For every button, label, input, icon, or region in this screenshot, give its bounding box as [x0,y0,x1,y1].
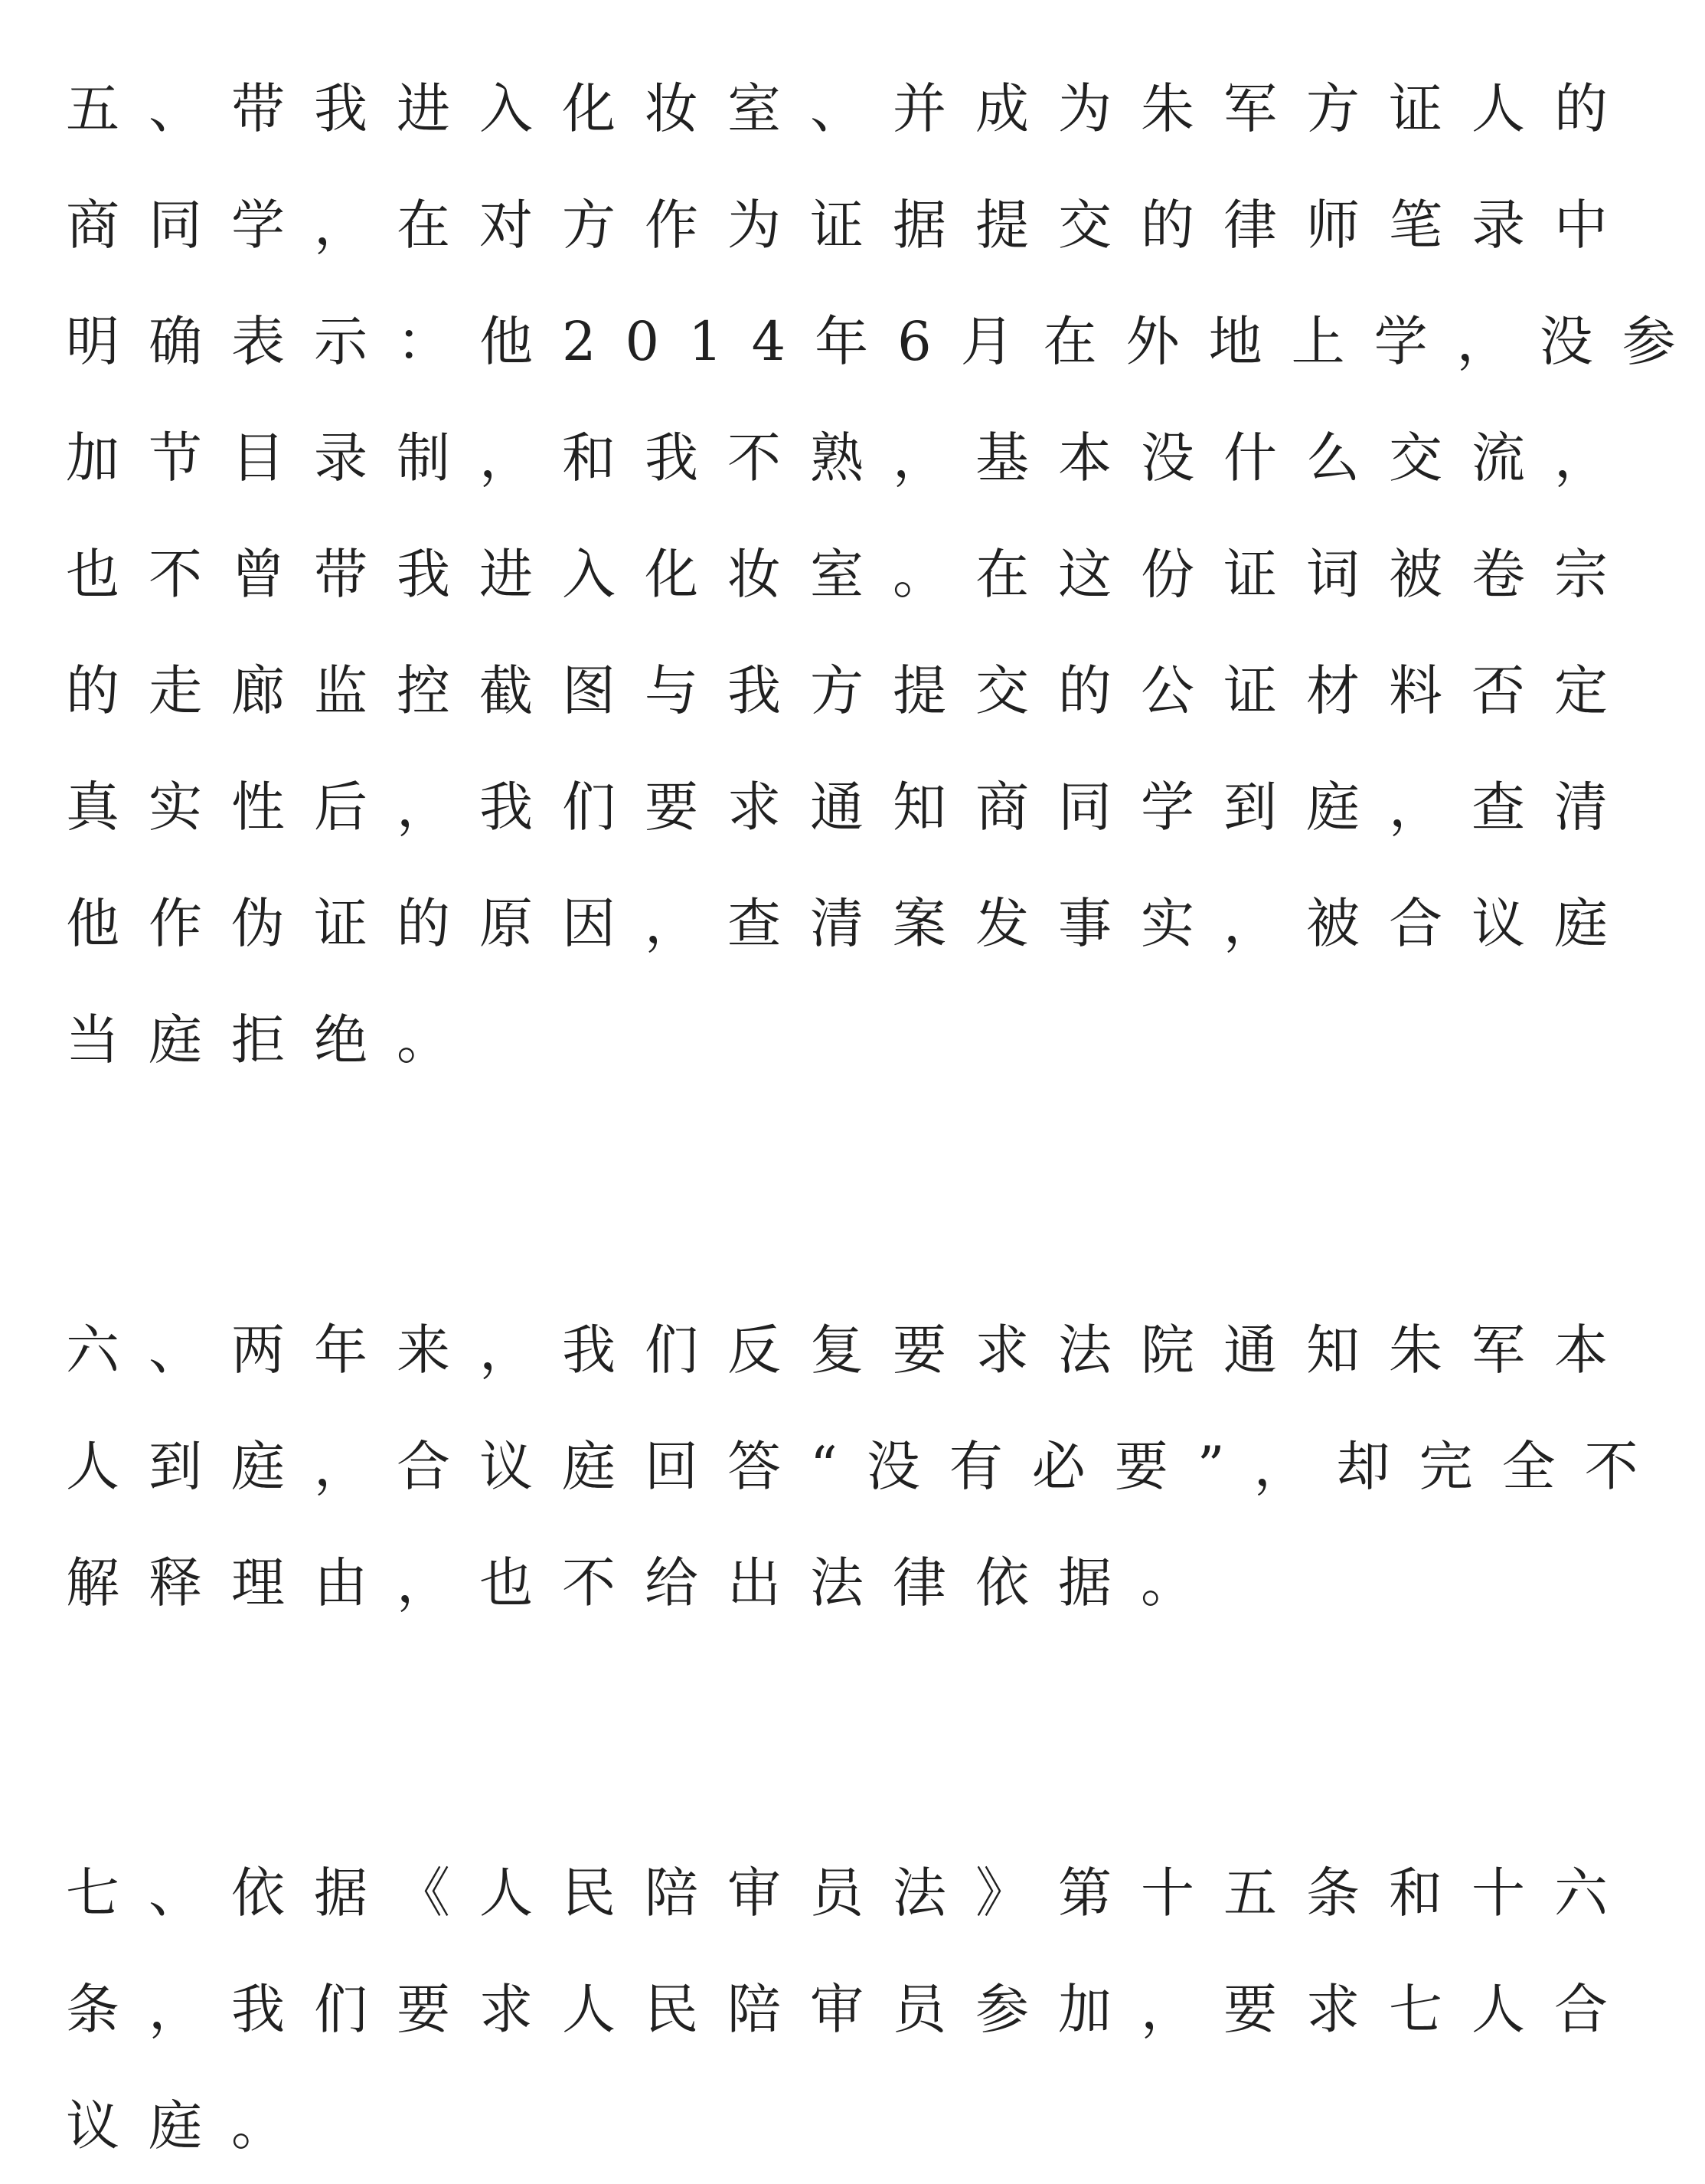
paragraph-7 [66,1835,1637,2184]
text-line: 条，我们要求人民陪审员参加，要求七人合 [66,1978,1637,2041]
paragraph-gap [66,1098,1413,1292]
text-line: 他作伪证的原因，查清案发事实，被合议庭 [66,892,1637,955]
text-line: 商同学，在对方作为证据提交的律师笔录中 [66,194,1637,257]
text-line: 六、两年来，我们反复要求法院通知朱军本 [66,1319,1637,1381]
text-line: 人到庭，合议庭回答“没有必要”，却完全不 [66,1435,1667,1498]
paragraph-6 [66,1292,1667,1641]
text-line: 议庭。 [66,2094,314,2157]
text-line: 加节目录制，和我不熟，基本没什么交流， [66,427,1637,489]
document-body [66,0,1705,2184]
text-line: 当庭拒绝。 [66,1009,479,1071]
text-line: 真实性后，我们要求通知商同学到庭，查清 [66,776,1637,839]
text-line: 明确表示：他2014年6月在外地上学，没参 [66,310,1705,373]
text-line: 也不曾带我进入化妆室。在这份证词被卷宗 [66,543,1637,606]
text-line: 的走廊监控截图与我方提交的公证材料否定 [66,659,1637,722]
paragraph-gap [66,1641,1413,1835]
text-line: 五、带我进入化妆室、并成为朱军方证人的 [66,77,1637,140]
text-line: 七、依据《人民陪审员法》第十五条和十六 [66,1862,1637,1924]
paragraph-5 [66,0,1705,1098]
text-line: 解释理由，也不给出法律依据。 [66,1551,1223,1614]
